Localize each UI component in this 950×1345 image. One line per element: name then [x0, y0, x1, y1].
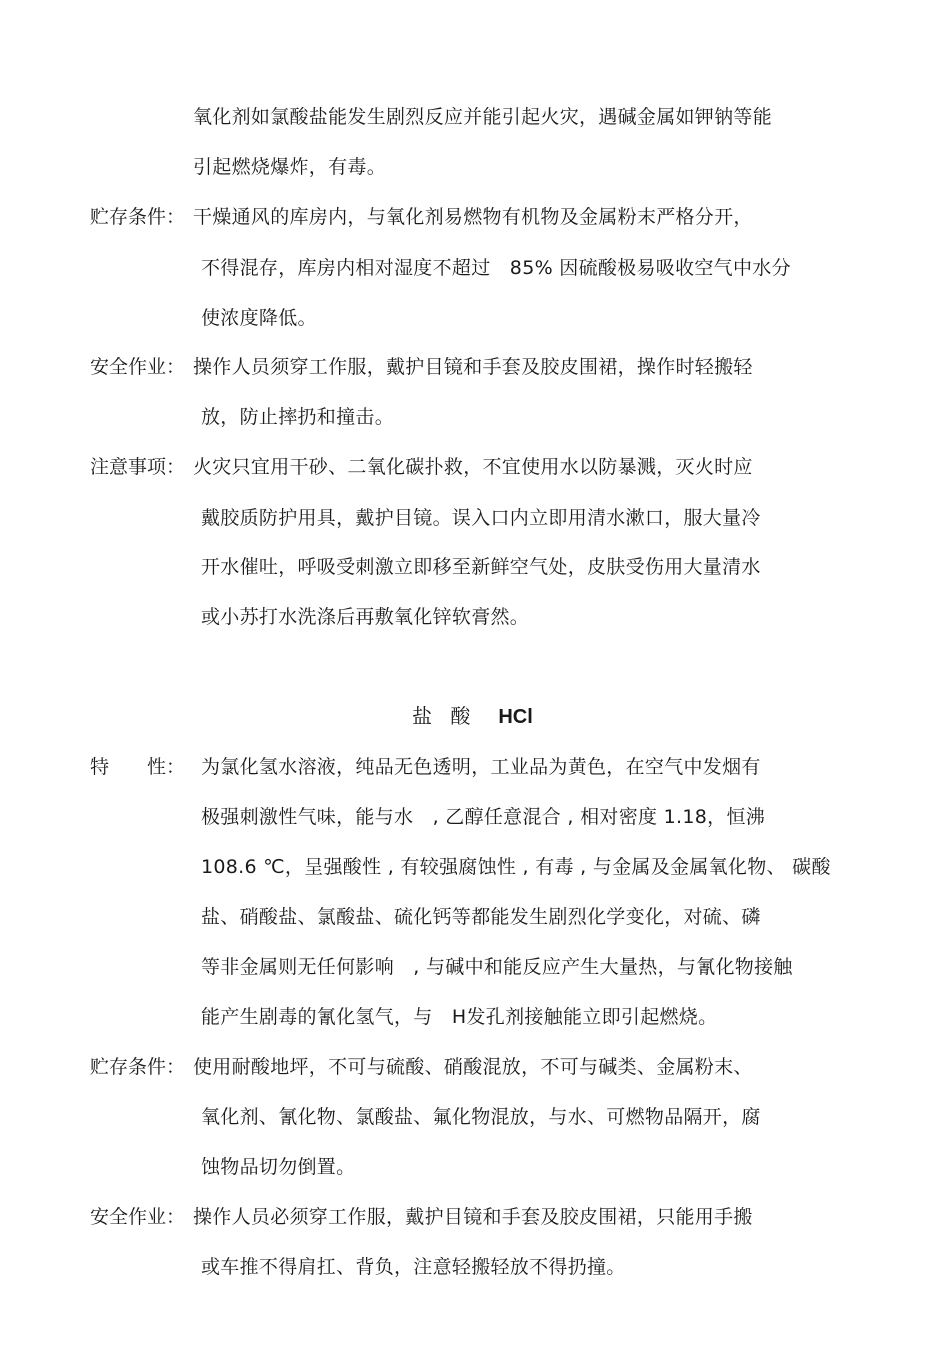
notes-label: 注意事项：: [90, 456, 186, 478]
storage-text-line: 使用耐酸地坪，不可与硫酸、硝酸混放，不可与碱类、金属粉末、: [193, 1056, 753, 1078]
properties-text-line: 盐、硝酸盐、氯酸盐、硫化钙等都能发生剧烈化学变化，对硫、磷: [201, 906, 761, 928]
properties-text-line: 108.6 ℃，呈强酸性 , 有较强腐蚀性 , 有毒 , 与金属及金属氧化物、 碳酸: [201, 856, 831, 878]
notes-text-line: 或小苏打水洗涤后再敷氧化锌软膏然。: [201, 606, 530, 628]
safety-text-line: 操作人员必须穿工作服，戴护目镜和手套及胶皮围裙，只能用手搬: [193, 1206, 753, 1228]
safety-text-line: 放，防止摔扔和撞击。: [201, 406, 395, 428]
properties-label: 特 性：: [90, 756, 186, 778]
safety-label: 安全作业：: [90, 1206, 186, 1228]
storage-label: 贮存条件：: [90, 206, 186, 228]
storage-text-line: 干燥通风的库房内，与氧化剂易燃物有机物及金属粉末严格分开，: [193, 206, 753, 228]
safety-text-line: 或车推不得肩扛、背负，注意轻搬轻放不得扔撞。: [201, 1256, 626, 1278]
notes-text-line: 火灾只宜用干砂、二氧化碳扑救，不宜使用水以防暴溅，灭火时应: [193, 456, 753, 478]
storage-text-line: 使浓度降低。: [201, 307, 317, 329]
safety-text-line: 操作人员须穿工作服，戴护目镜和手套及胶皮围裙，操作时轻搬轻: [193, 356, 753, 378]
storage-text-line: 氧化剂、氰化物、氯酸盐、氟化物混放，与水、可燃物品隔开，腐: [201, 1106, 761, 1128]
heading-formula: HCl: [498, 706, 533, 728]
section-heading: [412, 703, 533, 730]
storage-text-line: 不得混存，库房内相对湿度不超过 85% 因硫酸极易吸收空气中水分: [201, 257, 791, 279]
continuation-line: 氧化剂如氯酸盐能发生剧烈反应并能引起火灾，遇碱金属如钾钠等能: [193, 106, 773, 128]
heading-name: 盐 酸: [412, 704, 477, 728]
notes-text-line: 戴胶质防护用具，戴护目镜。误入口内立即用清水漱口，服大量冷: [201, 507, 761, 529]
notes-text-line: 开水催吐，呼吸受刺激立即移至新鲜空气处，皮肤受伤用大量清水: [201, 556, 761, 578]
safety-label: 安全作业：: [90, 356, 186, 378]
storage-text-line: 蚀物品切勿倒置。: [201, 1156, 356, 1178]
continuation-line: 引起燃烧爆炸，有毒。: [193, 156, 387, 178]
properties-text-line: 为氯化氢水溶液，纯品无色透明，工业品为黄色，在空气中发烟有: [201, 756, 761, 778]
properties-text-line: 能产生剧毒的氰化氢气，与 H发孔剂接触能立即引起燃烧。: [201, 1006, 718, 1028]
storage-label: 贮存条件：: [90, 1056, 186, 1078]
properties-text-line: 等非金属则无任何影响 , 与碱中和能反应产生大量热，与氰化物接触: [201, 956, 793, 978]
properties-text-line: 极强刺激性气味，能与水 , 乙醇任意混合 , 相对密度 1.18，恒沸: [201, 806, 766, 828]
